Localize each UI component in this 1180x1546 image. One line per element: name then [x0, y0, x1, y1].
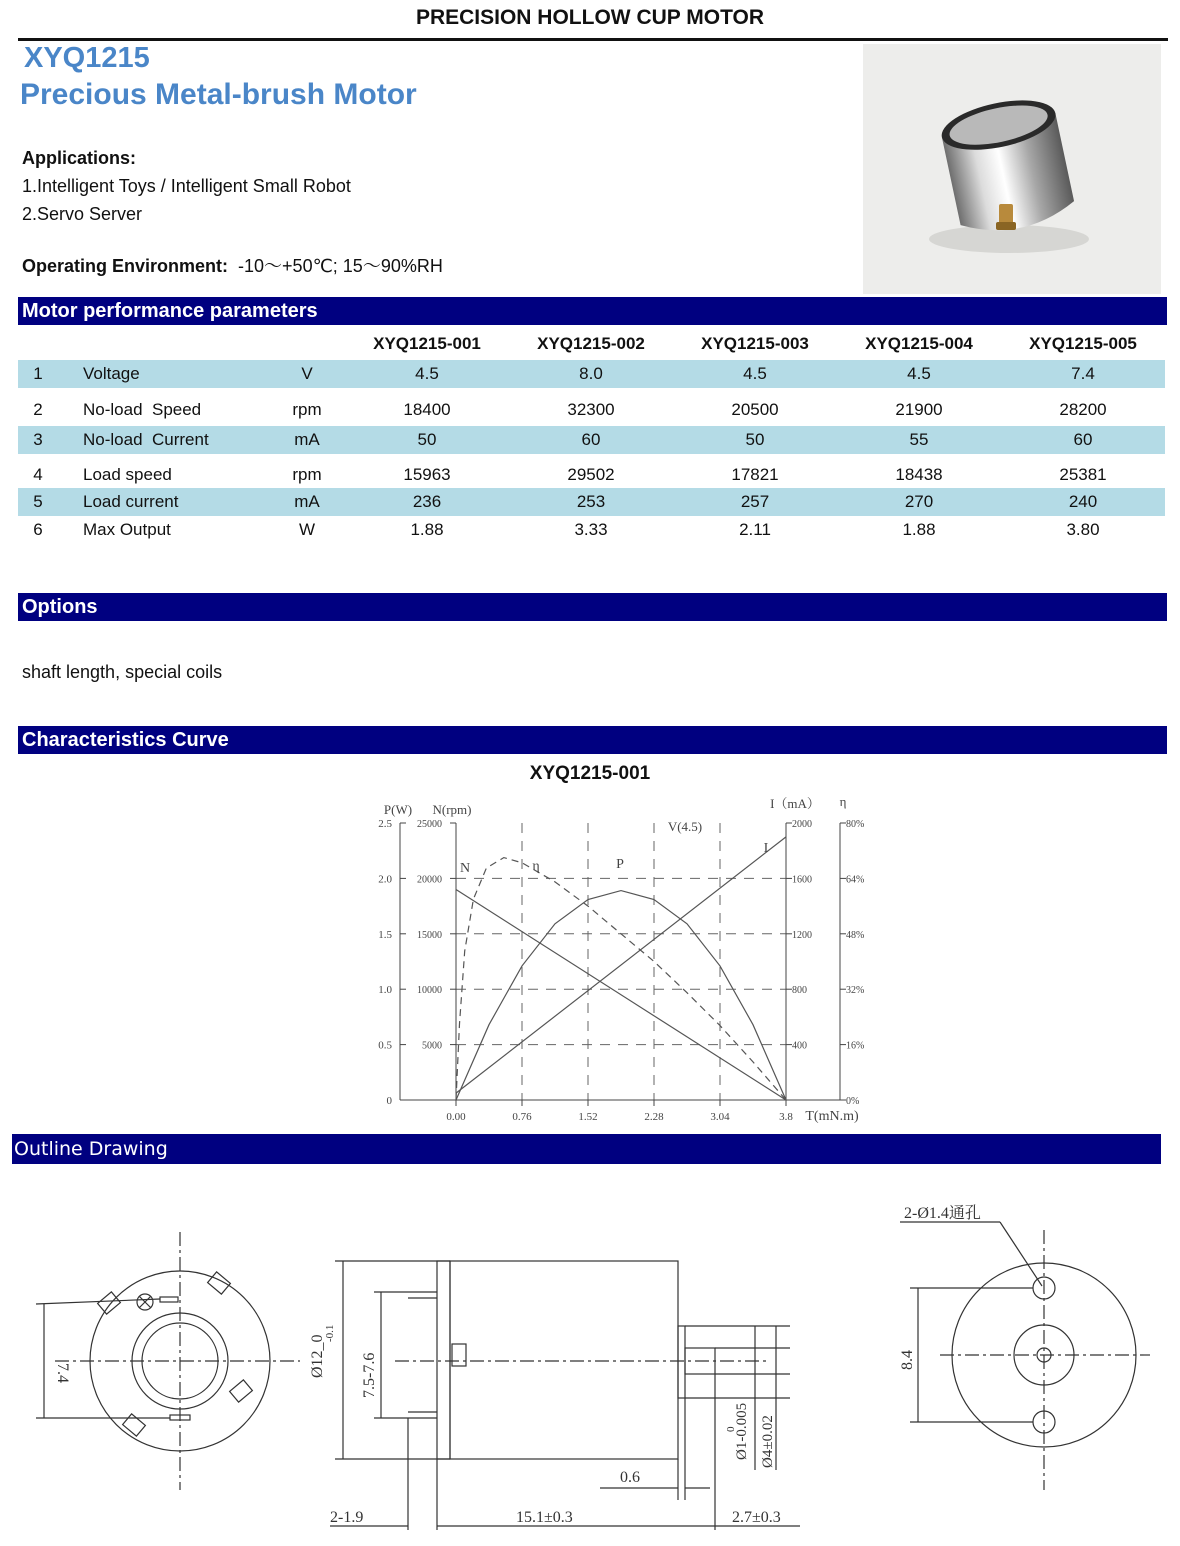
parameter-unit: W: [298, 520, 316, 539]
dim-shaft-top: 0: [725, 1426, 737, 1432]
n-axis-tick-label: 10000: [417, 985, 442, 997]
column-header-model: XYQ1215-003: [701, 334, 809, 353]
dim-front-flat: 7.4: [54, 1363, 71, 1383]
series-label: I: [763, 841, 769, 856]
x-axis-title: T(mN.m): [805, 1109, 859, 1124]
eta-axis-tick-label: 32%: [846, 985, 865, 997]
dim-terminal-length: 2-1.9: [330, 1509, 364, 1526]
value-cell: 17821: [731, 465, 779, 484]
series-line-eta: [456, 858, 786, 1100]
value-cell: 25381: [1059, 465, 1107, 484]
parameter-name: No-load Speed: [83, 400, 202, 419]
value-cell: 4.5: [907, 364, 931, 383]
value-cell: 1.88: [902, 520, 936, 539]
eta-axis-title: η: [839, 794, 847, 809]
row-number: 3: [33, 430, 43, 449]
x-axis-tick-label: 2.28: [644, 1111, 664, 1123]
section-options-heading: Options: [18, 593, 1167, 621]
value-cell: 236: [412, 492, 442, 511]
dim-shaft-length: 2.7±0.3: [732, 1509, 781, 1526]
applications-heading: Applications:: [22, 148, 137, 168]
parameter-name: No-load Current: [83, 430, 209, 449]
parameter-unit: rpm: [292, 465, 322, 484]
eta-axis-tick-label: 80%: [846, 819, 865, 830]
value-cell: 7.4: [1071, 364, 1095, 383]
chart-series: [456, 837, 786, 1100]
series-label: N: [459, 861, 471, 876]
document-title: PRECISION HOLLOW CUP MOTOR: [415, 6, 765, 29]
value-cell: 3.80: [1066, 520, 1100, 539]
p-axis-title: P(W): [383, 802, 413, 817]
voltage-annotation: V(4.5): [667, 819, 703, 834]
eta-axis-tick-label: 48%: [846, 929, 865, 941]
x-axis-tick-label: 0.76: [512, 1111, 532, 1123]
value-cell: 4.5: [743, 364, 767, 383]
column-header-model: XYQ1215-004: [865, 334, 973, 353]
n-axis-tick-label: 15000: [417, 929, 442, 941]
row-number: 1: [33, 364, 43, 383]
p-axis-tick-label: 0.5: [378, 1039, 392, 1052]
rear-view: [900, 1222, 1150, 1490]
dim-boss: Ø4±0.02: [760, 1415, 776, 1468]
parameter-name: Voltage: [83, 364, 140, 383]
product-subtitle: Precious Metal-brush Motor: [20, 78, 417, 111]
series-line-i: [456, 837, 786, 1093]
value-cell: 60: [581, 430, 601, 449]
value-cell: 50: [745, 430, 765, 449]
value-cell: 2.11: [739, 520, 771, 539]
x-axis-tick-label: 0.00: [446, 1111, 466, 1123]
value-cell: 3.33: [574, 520, 608, 539]
parameter-name: Max Output: [83, 520, 171, 539]
dim-boss-length: 0.6: [620, 1469, 640, 1486]
value-cell: 18438: [895, 465, 943, 484]
value-cell: 253: [576, 492, 606, 511]
row-number: 2: [33, 400, 43, 419]
section-performance-heading: Motor performance parameters: [18, 297, 1167, 325]
motor-photo: [863, 44, 1161, 294]
options-text: shaft length, special coils: [22, 662, 223, 682]
dim-body-tolerance: -0.1: [324, 1324, 336, 1342]
dim-body-diameter: Ø12_0: [309, 1334, 326, 1378]
value-cell: 257: [740, 492, 770, 511]
parameter-name: Load speed: [83, 465, 172, 484]
application-item: 2.Servo Server: [22, 204, 143, 224]
table-row: [18, 426, 1165, 454]
p-axis-tick-label: 1.0: [378, 984, 392, 997]
value-cell: 240: [1068, 492, 1098, 511]
front-view: [36, 1232, 300, 1490]
column-header-model: XYQ1215-002: [537, 334, 645, 353]
operating-environment: [22, 252, 443, 278]
x-axis-tick-label: 1.52: [578, 1111, 598, 1123]
section-characteristics-heading: Characteristics Curve: [18, 726, 1167, 754]
section-outline-heading: Outline Drawing: [12, 1134, 1161, 1164]
table-row: [18, 461, 1165, 489]
i-axis-tick-label: 1600: [792, 874, 812, 886]
value-cell: 270: [904, 492, 934, 511]
environment-value: -10～+50℃; 15～90%RH: [238, 256, 443, 276]
value-cell: 55: [909, 430, 929, 449]
p-axis-tick-label: 1.5: [378, 928, 392, 941]
eta-axis-tick-label: 64%: [846, 874, 865, 886]
dim-terminals: 7.5-7.6: [361, 1352, 378, 1398]
i-axis-tick-label: 800: [792, 985, 807, 997]
p-axis-tick-label: 2.5: [378, 818, 392, 830]
value-cell: 21900: [895, 400, 943, 419]
column-header-model: XYQ1215-001: [373, 334, 481, 353]
table-row: [18, 360, 1165, 388]
chart-labels: [384, 794, 859, 1124]
i-axis-tick-label: 1200: [792, 929, 812, 941]
x-axis-tick-label: 3.8: [779, 1111, 793, 1123]
row-number: 4: [33, 465, 43, 484]
value-cell: 15963: [403, 465, 451, 484]
value-cell: 28200: [1059, 400, 1107, 419]
p-axis-tick-label: 2.0: [378, 873, 392, 886]
row-number: 5: [33, 492, 43, 511]
value-cell: 8.0: [579, 364, 603, 383]
n-axis-tick-label: 25000: [417, 819, 442, 830]
i-axis-tick-label: 400: [792, 1040, 807, 1052]
value-cell: 50: [417, 430, 437, 449]
value-cell: 20500: [731, 400, 779, 419]
chart-title: XYQ1215-001: [529, 763, 651, 784]
table-row: [18, 396, 1165, 424]
model-number: XYQ1215: [24, 42, 150, 74]
eta-axis-tick-label: 16%: [846, 1040, 865, 1052]
dim-holes: 2-Ø1.4通孔: [904, 1205, 981, 1222]
outline-drawing: [0, 1166, 1180, 1546]
n-axis-tick-label: 5000: [422, 1040, 442, 1052]
dim-hole-spacing: 8.4: [899, 1350, 916, 1370]
series-label: P: [616, 857, 624, 872]
value-cell: 32300: [567, 400, 615, 419]
x-axis-tick-label: 3.04: [710, 1111, 730, 1123]
eta-axis-tick-label: 0%: [846, 1096, 860, 1107]
p-axis-tick-label: 0: [386, 1095, 392, 1107]
value-cell: 1.88: [410, 520, 444, 539]
i-axis-title: I（mA）: [770, 796, 820, 811]
column-header-model: XYQ1215-005: [1029, 334, 1137, 353]
dim-shaft: Ø1-0.005: [734, 1402, 750, 1460]
parameter-unit: mA: [294, 492, 320, 511]
application-item: 1.Intelligent Toys / Intelligent Small Robot: [22, 176, 351, 196]
n-axis-tick-label: 20000: [417, 874, 442, 886]
parameter-unit: mA: [294, 430, 320, 449]
table-row: [18, 488, 1165, 516]
value-cell: 18400: [403, 400, 451, 419]
n-axis-title: N(rpm): [432, 802, 472, 817]
parameter-unit: rpm: [292, 400, 322, 419]
side-view: [330, 1261, 800, 1530]
parameter-unit: V: [301, 364, 313, 383]
dim-body-length: 15.1±0.3: [516, 1509, 573, 1526]
parameter-name: Load current: [83, 492, 179, 511]
environment-label: Operating Environment:: [22, 256, 229, 276]
title-rule: [18, 38, 1168, 41]
value-cell: 4.5: [415, 364, 439, 383]
table-row: [18, 516, 1165, 544]
series-label: η: [532, 859, 540, 874]
row-number: 6: [33, 520, 43, 539]
value-cell: 29502: [567, 465, 615, 484]
characteristics-chart: [360, 792, 880, 1128]
value-cell: 60: [1073, 430, 1093, 449]
i-axis-tick-label: 2000: [792, 819, 812, 830]
